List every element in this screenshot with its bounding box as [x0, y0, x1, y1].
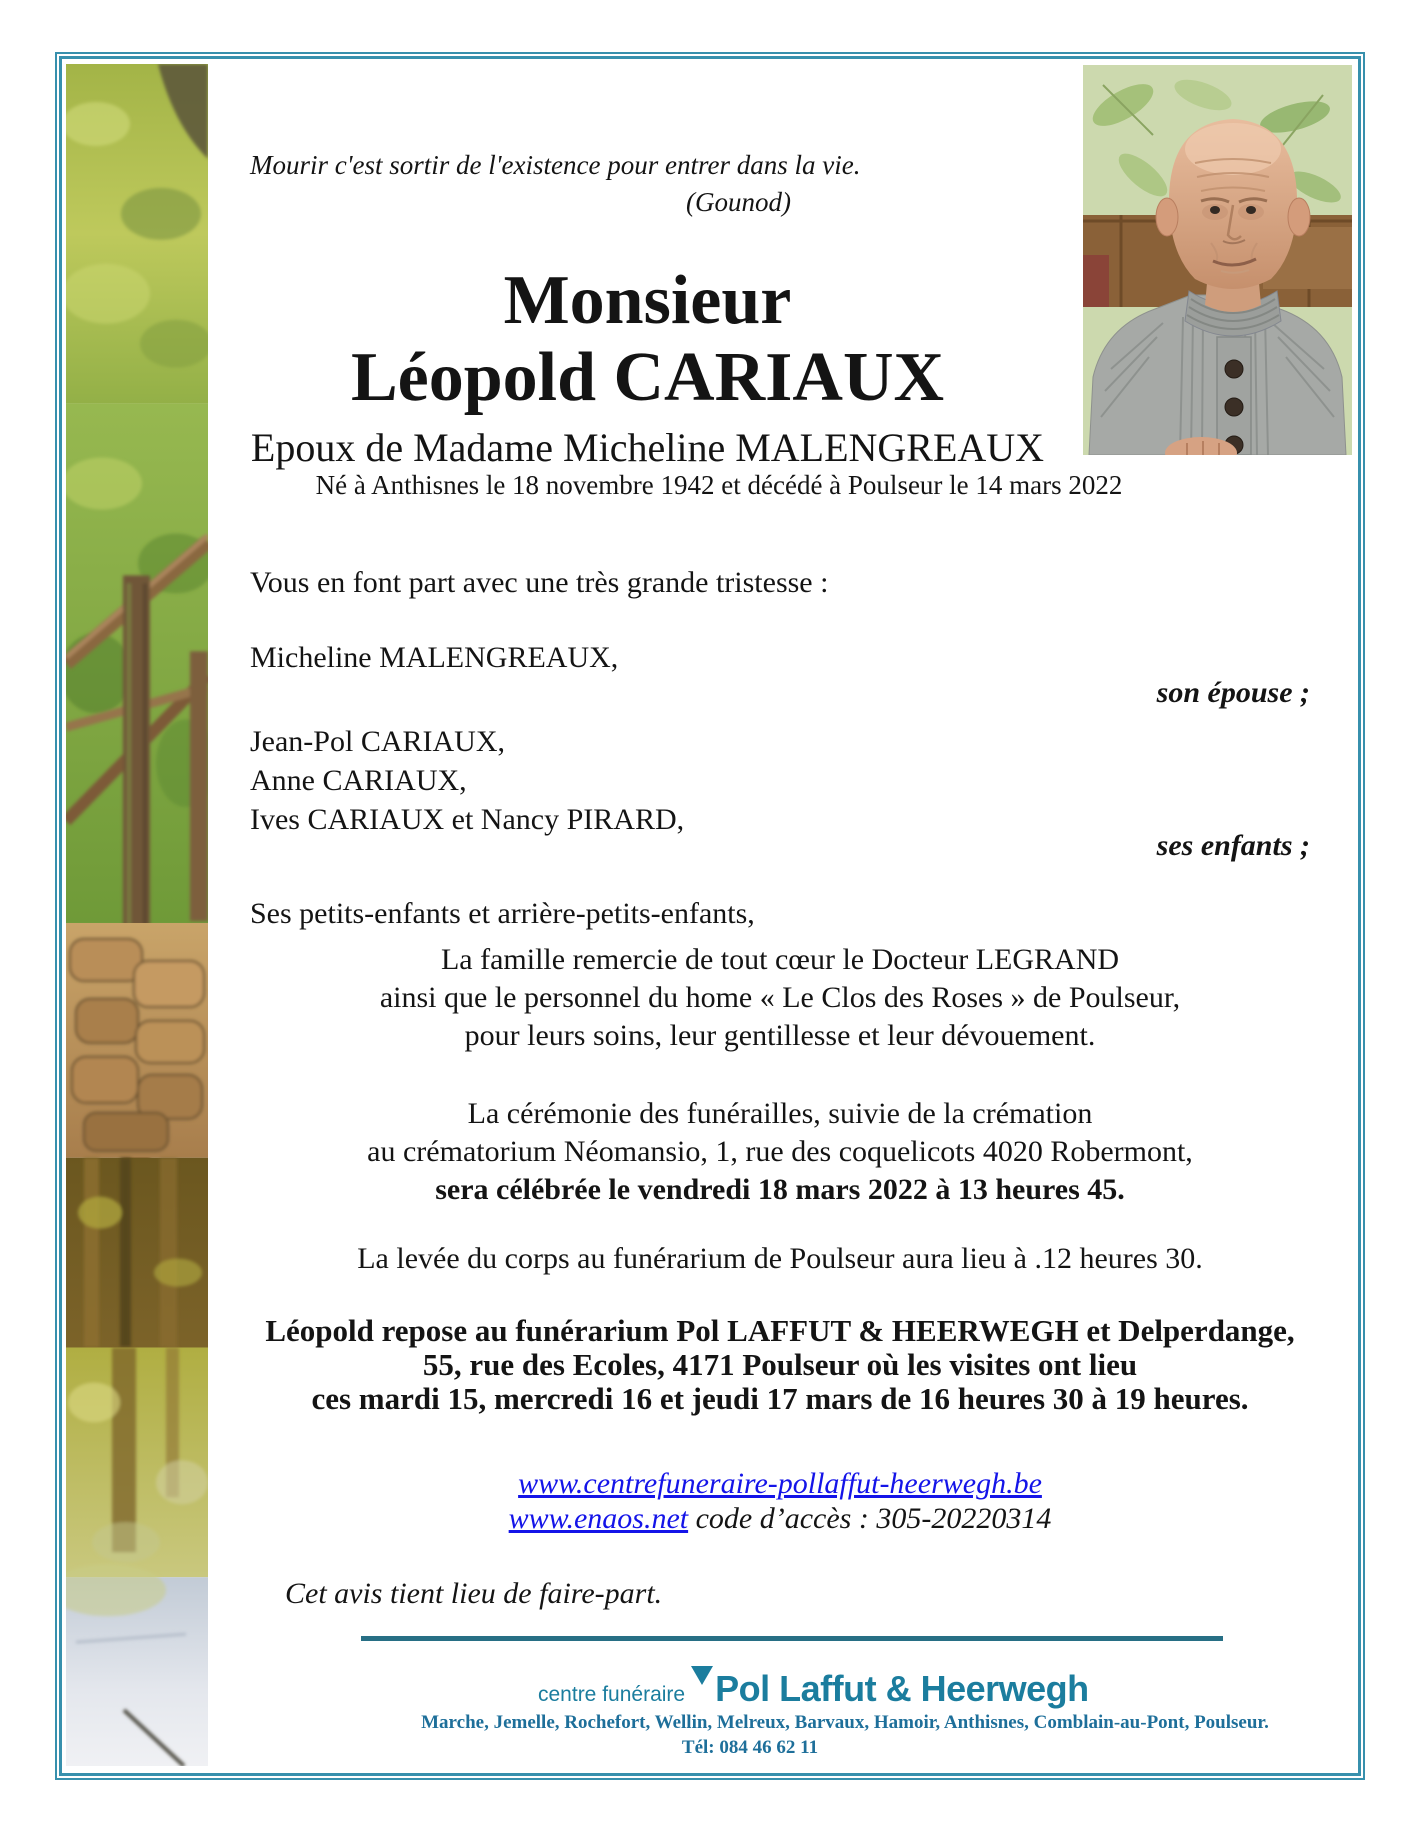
quote-author: (Gounod): [686, 187, 791, 217]
birth-death-line: Né à Anthisnes le 18 novembre 1942 et décédé à Poulseur le 14 mars 2022: [315, 470, 1123, 500]
repose-line: Léopold repose au funérarium Pol LAFFUT & HEERWEGH et Delperdange,: [265, 1313, 1295, 1348]
funeral-home-link-line: [210, 1466, 1350, 1501]
notice-line: Cet avis tient lieu de faire-part.: [285, 1577, 663, 1610]
enaos-link[interactable]: www.enaos.net: [508, 1502, 689, 1535]
ceremony-line: au crématorium Néomansio, 1, rue des coquelicots 4020 Robermont,: [367, 1135, 1193, 1168]
funeral-home-link[interactable]: www.centrefuneraire-pollaffut-heerwegh.be: [518, 1467, 1042, 1500]
enaos-link-line: [210, 1501, 1350, 1536]
spouse-role: son épouse ;: [1156, 676, 1310, 709]
thanks-line: La famille remercie de tout cœur le Docteur LEGRAND: [440, 943, 1120, 976]
weblinks: [210, 1466, 1350, 1536]
logo-brand-name: Pol Laffut & Heerwegh: [715, 1668, 1089, 1709]
footer-locations: Marche, Jemelle, Rochefort, Wellin, Melreux, Barvaux, Hamoir, Anthisnes, Comblain-au-Pont, Poulseur.: [421, 1712, 1269, 1733]
repose-line: ces mardi 15, mercredi 16 et jeudi 17 mars de 16 heures 30 à 19 heures.: [311, 1381, 1249, 1416]
epitaph-quote: Mourir c'est sortir de l'existence pour entrer dans la vie.: [250, 150, 861, 180]
ceremony-paragraph: [210, 1095, 1350, 1209]
child-name: Jean-Pol CARIAUX,: [250, 725, 505, 758]
children-role: ses enfants ;: [1156, 829, 1310, 862]
child-name: Anne CARIAUX,: [250, 764, 467, 797]
deceased-portrait: [1083, 65, 1352, 455]
child-name: Ives CARIAUX et Nancy PIRARD,: [250, 803, 685, 836]
thanks-line: ainsi que le personnel du home « Le Clos des Roses » de Poulseur,: [379, 981, 1181, 1014]
repose-paragraph: [210, 1314, 1350, 1416]
repose-line: 55, rue des Ecoles, 4171 Poulseur où les visites ont lieu: [422, 1347, 1138, 1382]
spouse-of-line: Epoux de Madame Micheline MALENGREAUX: [250, 425, 1045, 470]
portrait-photo: [1083, 65, 1352, 455]
triangle-icon: [691, 1666, 713, 1685]
grandchildren-line: Ses petits-enfants et arrière-petits-enfants,: [250, 897, 755, 930]
logo-small-text: centre funéraire: [538, 1683, 686, 1706]
footer-divider: [361, 1636, 1223, 1641]
title-prefix: Monsieur: [503, 262, 792, 339]
title-block: [210, 262, 1085, 416]
levee-line: La levée du corps au funérarium de Poulseur aura lieu à .12 heures 30.: [357, 1242, 1203, 1275]
nature-photo-strip: [66, 64, 208, 1766]
announcement-intro: Vous en font part avec une très grande tristesse :: [250, 566, 829, 599]
deceased-name: Léopold CARIAUX: [350, 339, 945, 416]
ceremony-date-line: sera célébrée le vendredi 18 mars 2022 à 13 heures 45.: [435, 1173, 1125, 1206]
bridge-stream-photo: [66, 64, 208, 1766]
funeral-home-logo: [538, 1668, 1089, 1710]
access-code: code d’accès : 305-20220314: [688, 1502, 1052, 1535]
thanks-paragraph: [210, 941, 1350, 1055]
footer-phone: Tél: 084 46 62 11: [681, 1737, 819, 1758]
thanks-line: pour leurs soins, leur gentillesse et leur dévouement.: [464, 1019, 1096, 1052]
spouse-name: Micheline MALENGREAUX,: [250, 641, 619, 674]
ceremony-line: La cérémonie des funérailles, suivie de la crémation: [467, 1097, 1093, 1130]
